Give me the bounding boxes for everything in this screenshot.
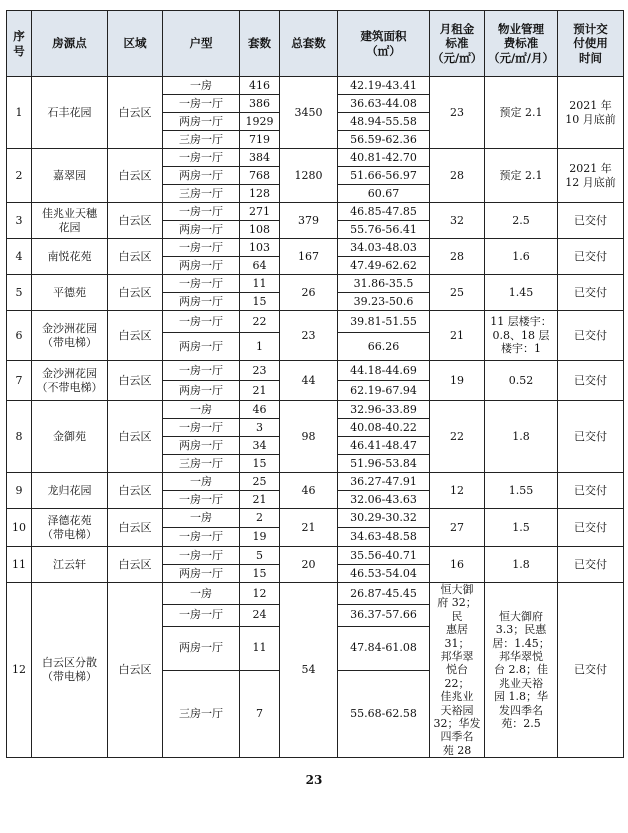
table-row — [7, 77, 624, 95]
district-cell: 白云区 — [108, 547, 163, 583]
total-cell: 23 — [280, 311, 338, 361]
fee-cell: 1.55 — [485, 473, 558, 509]
area-cell: 60.67 — [338, 185, 430, 203]
units-cell: 768 — [240, 167, 280, 185]
units-cell: 1 — [240, 333, 280, 361]
units-cell: 12 — [240, 583, 280, 605]
delivery-cell: 已交付 — [558, 583, 624, 758]
area-cell: 51.66-56.97 — [338, 167, 430, 185]
fee-cell: 1.45 — [485, 275, 558, 311]
header-type: 户型 — [163, 11, 240, 77]
rent-cell: 16 — [430, 547, 485, 583]
rent-cell: 32 — [430, 203, 485, 239]
rent-cell: 25 — [430, 275, 485, 311]
area-cell: 30.29-30.32 — [338, 509, 430, 528]
header-seq: 序 号 — [7, 11, 32, 77]
area-cell: 32.06-43.63 — [338, 491, 430, 509]
table-row — [7, 149, 624, 167]
fee-cell: 1.5 — [485, 509, 558, 547]
delivery-cell: 2021 年 10 月底前 — [558, 77, 624, 149]
district-cell: 白云区 — [108, 149, 163, 203]
type-cell: 两房一厅 — [163, 113, 240, 131]
table-row — [7, 473, 624, 491]
type-cell: 一房一厅 — [163, 419, 240, 437]
units-cell: 2 — [240, 509, 280, 528]
type-cell: 一房一厅 — [163, 361, 240, 381]
area-cell: 55.68-62.58 — [338, 670, 430, 758]
delivery-cell: 已交付 — [558, 401, 624, 473]
rent-cell: 12 — [430, 473, 485, 509]
units-cell: 25 — [240, 473, 280, 491]
header-area: 建筑面积 （㎡） — [338, 11, 430, 77]
delivery-cell: 已交付 — [558, 275, 624, 311]
type-cell: 一房 — [163, 473, 240, 491]
district-cell: 白云区 — [108, 239, 163, 275]
delivery-cell: 已交付 — [558, 311, 624, 361]
type-cell: 一房一厅 — [163, 239, 240, 257]
area-cell: 44.18-44.69 — [338, 361, 430, 381]
project-cell: 佳兆业天穗 花园 — [32, 203, 108, 239]
table-row — [7, 311, 624, 333]
project-cell: 江云轩 — [32, 547, 108, 583]
area-cell: 47.49-62.62 — [338, 257, 430, 275]
project-cell: 平德苑 — [32, 275, 108, 311]
rent-cell: 28 — [430, 239, 485, 275]
table-row — [7, 509, 624, 528]
delivery-cell: 已交付 — [558, 203, 624, 239]
district-cell: 白云区 — [108, 583, 163, 758]
type-cell: 一房 — [163, 583, 240, 605]
table-row — [7, 361, 624, 381]
header-fee: 物业管理 费标准 （元/㎡/月） — [485, 11, 558, 77]
type-cell: 两房一厅 — [163, 167, 240, 185]
fee-cell: 0.52 — [485, 361, 558, 401]
type-cell: 一房一厅 — [163, 604, 240, 626]
project-cell: 龙归花园 — [32, 473, 108, 509]
type-cell: 两房一厅 — [163, 257, 240, 275]
units-cell: 3 — [240, 419, 280, 437]
project-cell: 白云区分散 （带电梯） — [32, 583, 108, 758]
fee-cell: 1.8 — [485, 547, 558, 583]
type-cell: 三房一厅 — [163, 670, 240, 758]
units-cell: 386 — [240, 95, 280, 113]
seq-cell: 5 — [7, 275, 32, 311]
district-cell: 白云区 — [108, 401, 163, 473]
area-cell: 46.85-47.85 — [338, 203, 430, 221]
header-total: 总套数 — [280, 11, 338, 77]
fee-cell: 恒大御府 3.3；民惠 居：1.45； 邦华翠悦 台 2.8；佳 兆业天裕 园 1.8；华 发四季名 苑：2.5 — [485, 583, 558, 758]
type-cell: 一房一厅 — [163, 95, 240, 113]
fee-cell: 2.5 — [485, 203, 558, 239]
seq-cell: 2 — [7, 149, 32, 203]
type-cell: 三房一厅 — [163, 455, 240, 473]
header-row — [7, 11, 624, 77]
area-cell: 46.53-54.04 — [338, 565, 430, 583]
units-cell: 103 — [240, 239, 280, 257]
units-cell: 7 — [240, 670, 280, 758]
units-cell: 5 — [240, 547, 280, 565]
area-cell: 51.96-53.84 — [338, 455, 430, 473]
delivery-cell: 2021 年 12 月底前 — [558, 149, 624, 203]
delivery-cell: 已交付 — [558, 509, 624, 547]
area-cell: 55.76-56.41 — [338, 221, 430, 239]
area-cell: 35.56-40.71 — [338, 547, 430, 565]
area-cell: 36.63-44.08 — [338, 95, 430, 113]
type-cell: 一房一厅 — [163, 491, 240, 509]
seq-cell: 8 — [7, 401, 32, 473]
area-cell: 62.19-67.94 — [338, 381, 430, 401]
area-cell: 40.08-40.22 — [338, 419, 430, 437]
fee-cell: 1.6 — [485, 239, 558, 275]
delivery-cell: 已交付 — [558, 361, 624, 401]
type-cell: 两房一厅 — [163, 333, 240, 361]
district-cell: 白云区 — [108, 311, 163, 361]
district-cell: 白云区 — [108, 275, 163, 311]
seq-cell: 1 — [7, 77, 32, 149]
area-cell: 39.81-51.55 — [338, 311, 430, 333]
units-cell: 271 — [240, 203, 280, 221]
area-cell: 42.19-43.41 — [338, 77, 430, 95]
delivery-cell: 已交付 — [558, 473, 624, 509]
table-row — [7, 547, 624, 565]
project-cell: 石丰花园 — [32, 77, 108, 149]
type-cell: 两房一厅 — [163, 221, 240, 239]
total-cell: 98 — [280, 401, 338, 473]
type-cell: 两房一厅 — [163, 565, 240, 583]
header-delivery: 预计交 付使用 时间 — [558, 11, 624, 77]
table-row — [7, 275, 624, 293]
area-cell: 46.41-48.47 — [338, 437, 430, 455]
total-cell: 3450 — [280, 77, 338, 149]
seq-cell: 11 — [7, 547, 32, 583]
total-cell: 379 — [280, 203, 338, 239]
project-cell: 金御苑 — [32, 401, 108, 473]
type-cell: 一房一厅 — [163, 149, 240, 167]
table-row — [7, 203, 624, 221]
seq-cell: 7 — [7, 361, 32, 401]
type-cell: 一房 — [163, 401, 240, 419]
header-units: 套数 — [240, 11, 280, 77]
project-cell: 泽德花苑 （带电梯） — [32, 509, 108, 547]
total-cell: 46 — [280, 473, 338, 509]
page-number: 23 — [305, 773, 323, 787]
type-cell: 两房一厅 — [163, 293, 240, 311]
table-row — [7, 239, 624, 257]
area-cell: 48.94-55.58 — [338, 113, 430, 131]
header-project: 房源点 — [32, 11, 108, 77]
units-cell: 21 — [240, 491, 280, 509]
header-rent: 月租金 标准 （元/㎡） — [430, 11, 485, 77]
area-cell: 32.96-33.89 — [338, 401, 430, 419]
type-cell: 一房一厅 — [163, 203, 240, 221]
area-cell: 31.86-35.5 — [338, 275, 430, 293]
district-cell: 白云区 — [108, 509, 163, 547]
delivery-cell: 已交付 — [558, 239, 624, 275]
housing-table — [6, 10, 624, 758]
type-cell: 三房一厅 — [163, 131, 240, 149]
type-cell: 一房 — [163, 509, 240, 528]
seq-cell: 4 — [7, 239, 32, 275]
area-cell: 56.59-62.36 — [338, 131, 430, 149]
units-cell: 24 — [240, 604, 280, 626]
units-cell: 46 — [240, 401, 280, 419]
type-cell: 一房一厅 — [163, 311, 240, 333]
total-cell: 21 — [280, 509, 338, 547]
seq-cell: 9 — [7, 473, 32, 509]
header-district: 区域 — [108, 11, 163, 77]
units-cell: 34 — [240, 437, 280, 455]
fee-cell: 预定 2.1 — [485, 149, 558, 203]
area-cell: 66.26 — [338, 333, 430, 361]
delivery-cell: 已交付 — [558, 547, 624, 583]
area-cell: 47.84-61.08 — [338, 626, 430, 670]
area-cell: 36.37-57.66 — [338, 604, 430, 626]
project-cell: 金沙洲花园 （不带电梯） — [32, 361, 108, 401]
units-cell: 15 — [240, 455, 280, 473]
type-cell: 两房一厅 — [163, 381, 240, 401]
rent-cell: 恒大御 府 32；民 惠居 31； 邦华翠 悦台 22； 佳兆业 天裕园 32；华发 四季名 苑 28 — [430, 583, 485, 758]
type-cell: 一房一厅 — [163, 275, 240, 293]
units-cell: 384 — [240, 149, 280, 167]
rent-cell: 21 — [430, 311, 485, 361]
units-cell: 11 — [240, 626, 280, 670]
units-cell: 23 — [240, 361, 280, 381]
total-cell: 26 — [280, 275, 338, 311]
rent-cell: 28 — [430, 149, 485, 203]
district-cell: 白云区 — [108, 77, 163, 149]
seq-cell: 6 — [7, 311, 32, 361]
units-cell: 128 — [240, 185, 280, 203]
table-row — [7, 583, 624, 605]
type-cell: 一房 — [163, 77, 240, 95]
units-cell: 64 — [240, 257, 280, 275]
type-cell: 一房一厅 — [163, 547, 240, 565]
seq-cell: 10 — [7, 509, 32, 547]
units-cell: 19 — [240, 528, 280, 547]
units-cell: 719 — [240, 131, 280, 149]
seq-cell: 12 — [7, 583, 32, 758]
fee-cell: 1.8 — [485, 401, 558, 473]
total-cell: 54 — [280, 583, 338, 758]
area-cell: 39.23-50.6 — [338, 293, 430, 311]
rent-cell: 27 — [430, 509, 485, 547]
area-cell: 34.63-48.58 — [338, 528, 430, 547]
units-cell: 108 — [240, 221, 280, 239]
type-cell: 两房一厅 — [163, 626, 240, 670]
total-cell: 167 — [280, 239, 338, 275]
total-cell: 44 — [280, 361, 338, 401]
units-cell: 15 — [240, 293, 280, 311]
units-cell: 416 — [240, 77, 280, 95]
area-cell: 36.27-47.91 — [338, 473, 430, 491]
district-cell: 白云区 — [108, 473, 163, 509]
project-cell: 嘉翠园 — [32, 149, 108, 203]
units-cell: 22 — [240, 311, 280, 333]
units-cell: 11 — [240, 275, 280, 293]
fee-cell: 11 层楼宇： 0.8、18 层 楼宇：1 — [485, 311, 558, 361]
district-cell: 白云区 — [108, 203, 163, 239]
units-cell: 15 — [240, 565, 280, 583]
rent-cell: 23 — [430, 77, 485, 149]
rent-cell: 22 — [430, 401, 485, 473]
type-cell: 两房一厅 — [163, 437, 240, 455]
seq-cell: 3 — [7, 203, 32, 239]
table-row — [7, 401, 624, 419]
units-cell: 1929 — [240, 113, 280, 131]
area-cell: 34.03-48.03 — [338, 239, 430, 257]
total-cell: 1280 — [280, 149, 338, 203]
district-cell: 白云区 — [108, 361, 163, 401]
rent-cell: 19 — [430, 361, 485, 401]
type-cell: 三房一厅 — [163, 185, 240, 203]
total-cell: 20 — [280, 547, 338, 583]
type-cell: 一房一厅 — [163, 528, 240, 547]
project-cell: 金沙洲花园 （带电梯） — [32, 311, 108, 361]
fee-cell: 预定 2.1 — [485, 77, 558, 149]
units-cell: 21 — [240, 381, 280, 401]
project-cell: 南悦花苑 — [32, 239, 108, 275]
area-cell: 26.87-45.45 — [338, 583, 430, 605]
area-cell: 40.81-42.70 — [338, 149, 430, 167]
